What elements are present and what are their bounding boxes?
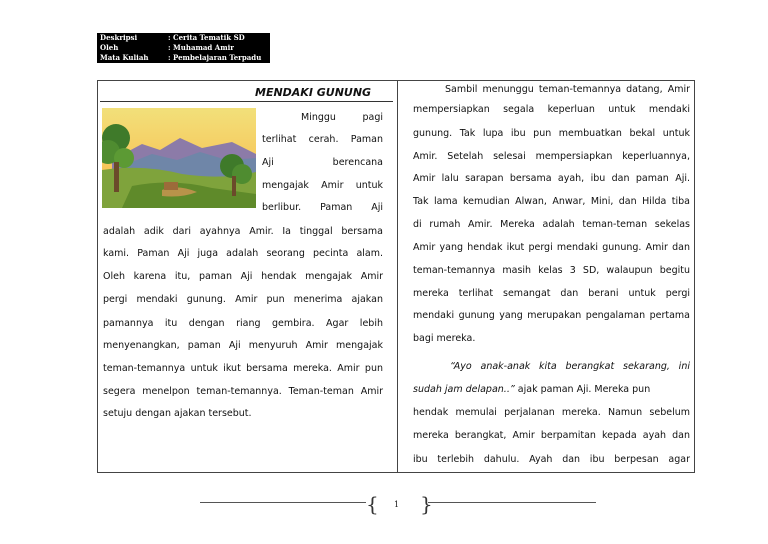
info-label: Oleh [100,43,119,52]
mountain-landscape-illustration [102,108,256,208]
page-number: 1 [394,500,400,509]
footer-brace-left: { [366,492,379,516]
left-line-10: pamannya itu dengan riang gembira. Agar lebih [103,318,383,329]
left-line-7: kami. Paman Aji juga adalah seorang pecinta alam. [103,248,383,259]
right-line-2: mempersiapkan segala keperluan untuk mendaki [413,104,690,115]
right-line-1: Sambil menunggu teman-temannya datang, Amir [445,84,690,95]
right-line-15: hendak memulai perjalanan mereka. Namun sebelum [413,407,690,418]
right-line-14 [413,384,690,396]
title-underline [100,101,393,102]
left-line-5: berlibur. Paman Aji [262,202,383,213]
right-line-9: teman-temannya masih kelas 3 SD, walaupun begitu [413,265,690,276]
right-line-3: gunung. Tak lupa ibu pun membuatkan bekal untuk [413,128,690,139]
right-line-7: di rumah Amir. Mereka adalah teman-teman sekelas [413,219,690,230]
left-line-13: segera menelpon teman-temannya. Teman-teman Amir [103,386,383,397]
left-line-9: pergi mendaki gunung. Amir pun menerima ajakan [103,294,383,305]
right-line-4: Amir. Setelah selesai mempersiapkan keperluannya, [413,151,690,162]
right-line-8: Amir yang hendak ikut pergi mendaki gunung. Amir dan [413,242,690,253]
info-label: Deskripsi [100,33,138,42]
footer-rule-right [428,502,596,503]
left-line-3: Aji berencana [262,157,383,168]
info-value: : Muhamad Amir [168,43,234,52]
left-line-14: setuju dengan ajakan tersebut. [103,408,252,419]
right-line-17: ibu terlebih dahulu. Ayah dan ibu berpesan agar [413,454,690,465]
right-line-11: mendaki gunung yang merupakan pengalaman pertama [413,310,690,321]
left-line-11: menyenangkan, paman Aji menyuruh Amir mengajak [103,340,383,351]
right-line-10: mereka terlihat semangat dan berani untuk pergi [413,288,690,299]
info-value: : Pembelajaran Terpadu [168,53,262,62]
right-line-13-dialogue: “Ayo anak-anak kita berangkat sekarang, ini [450,361,690,372]
left-line-1: Minggu pagi [301,112,383,123]
right-line-16: mereka berangkat, Amir berpamitan kepada ayah dan [413,430,690,441]
left-line-6: adalah adik dari ayahnya Amir. Ia tinggal bersama [103,226,383,237]
right-line-5: Amir lalu sarapan bersama ayah, ibu dan paman Aji. [413,173,690,184]
footer-rule-left [200,502,366,503]
left-line-4: mengajak Amir untuk [262,180,383,191]
dialogue-quote: sudah jam delapan..” [413,384,515,395]
info-value: : Cerita Tematik SD [168,33,245,42]
info-label: Mata Kuliah [100,53,149,62]
right-line-12: bagi mereka. [413,333,476,344]
left-line-2: terlihat cerah. Paman [262,134,383,145]
document-info-header [97,33,270,63]
column-divider [397,80,398,473]
left-line-8: Oleh karena itu, paman Aji hendak mengajak Amir [103,271,383,282]
left-line-12: teman-temannya untuk ikut bersama mereka. Amir pun [103,363,383,374]
right-line-6: Tak lama kemudian Alwan, Anwar, Mini, dan Hilda tiba [413,196,690,207]
story-title: MENDAKI GUNUNG [255,86,372,99]
footer-brace-right: } [420,492,433,516]
dialogue-tail: ajak paman Aji. Mereka pun [514,384,651,395]
